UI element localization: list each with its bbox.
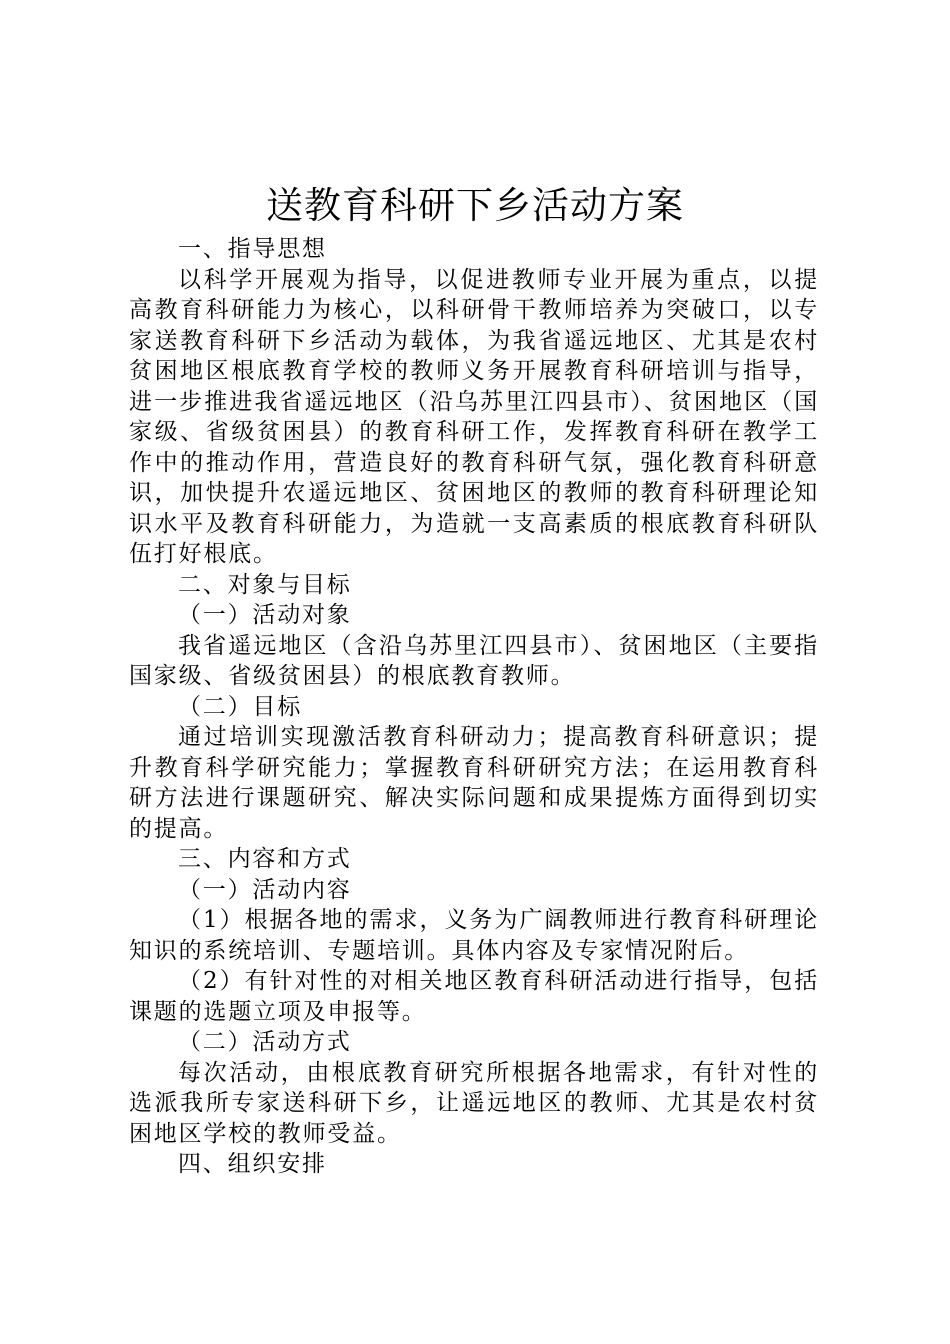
document-body [129, 234, 819, 1180]
subsection-heading-activity-targets: （一）活动对象 [178, 602, 352, 628]
section-heading-organization: 四、组织安排 [178, 1151, 327, 1177]
subsection-heading-activity-content: （一）活动内容 [178, 876, 352, 903]
list-item-paragraph: （2）有针对性的对相关地区教育科研活动进行指导，包括课题的选题立项及申报等。 [129, 968, 819, 1025]
body-paragraph: 我省遥远地区（含沿乌苏里江四县市）、贫困地区（主要指国家级、省级贫困县）的根底教育教师。 [129, 632, 819, 689]
section-heading-targets-goals: 二、对象与目标 [178, 571, 352, 598]
body-paragraph: 每次活动，由根底教育研究所根据各地需求，有针对性的选派我所专家送科研下乡，让遥远地区的教师、尤其是农村贫困地区学校的教师受益。 [129, 1059, 819, 1147]
body-paragraph: 通过培训实现激活教育科研动力；提高教育科研意识；提升教育科学研究能力；掌握教育科研研究方法；在运用教育科研方法进行课题研究、解决实际问题和成果提炼方面得到切实的提高。 [129, 724, 819, 842]
section-heading-content-methods: 三、内容和方式 [178, 846, 352, 872]
subsection-heading-activity-methods: （二）活动方式 [178, 1029, 352, 1055]
list-item-paragraph: （1）根据各地的需求，义务为广阔教师进行教育科研理论知识的系统培训、专题培训。具体内容及专家情况附后。 [129, 907, 819, 964]
section-heading-guiding-ideology: 一、指导思想 [178, 236, 327, 262]
body-paragraph: 以科学开展观为指导，以促进教师专业开展为重点，以提高教育科研能力为核心，以科研骨干教师培养为突破口，以专家送教育科研下乡活动为载体，为我省遥远地区、尤其是农村贫困地区根底教育学校的教师义务开展教育科研培训与指导，进一步推进我省遥远地区（沿乌苏里江四县市）、贫困地区（国家级、省级贫困县）的教育科研工作，发挥教育科研在教学工作中的推动作用，营造良好的教育科研气氛，强化教育科研意识，加快提升农遥远地区、贫困地区的教师的教育科研理论知识水平及教育科研能力，为造就一支高素质的根底教育科研队伍打好根底。 [129, 266, 819, 567]
subsection-heading-goals: （二）目标 [178, 693, 302, 720]
document-title: 送教育科研下乡活动方案 [266, 184, 684, 227]
